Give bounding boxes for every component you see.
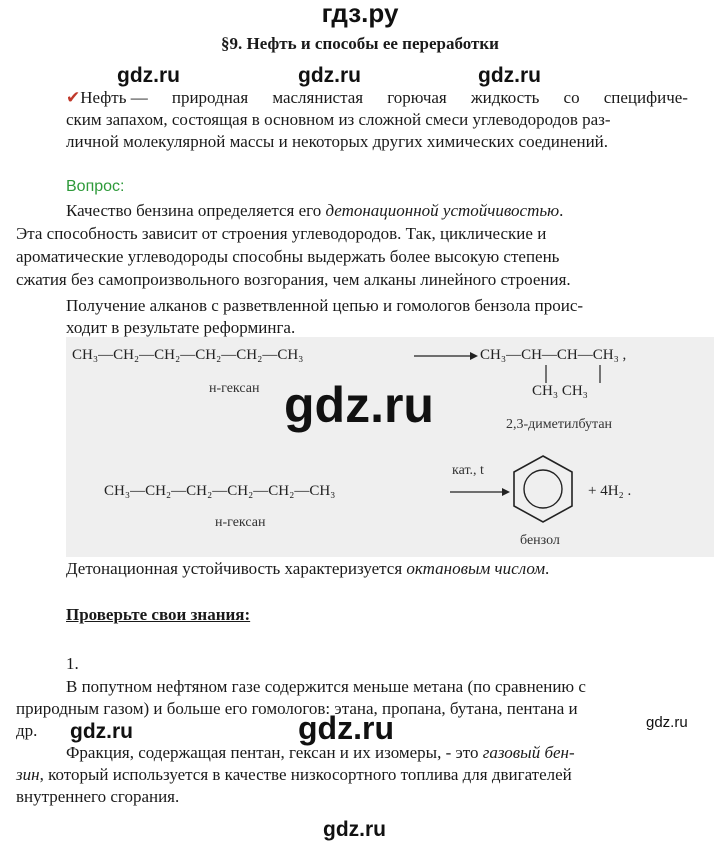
- section-title: §9. Нефть и способы ее переработки: [221, 34, 499, 53]
- checkmark-icon: ✔: [66, 88, 81, 108]
- watermark: gdz.ru: [646, 714, 688, 731]
- reaction-arrow-icon: [412, 349, 478, 363]
- answer-line-2: природным газом) и больше его гомологов: этана, пропана, бутана, пентана и: [16, 699, 578, 718]
- hexane-formula-2: CH₃—CH₂—CH₂—CH₂—CH₂—CH₃: [104, 483, 336, 499]
- answer-line-3: др.: [16, 721, 38, 740]
- watermark: gdz.ru: [284, 377, 434, 433]
- intro-word: горючая: [387, 88, 447, 107]
- para2-line-2: ходит в результате реформинга.: [66, 318, 296, 337]
- para1-line-3: ароматические углеводороды способны выдержать более высокую степень: [16, 247, 560, 266]
- para1-line-1: [66, 201, 688, 221]
- question-label: Вопрос:: [66, 178, 125, 195]
- branch-bonds: [534, 365, 614, 383]
- watermark: gdz.ru: [117, 64, 180, 87]
- para1-line-2: Эта способность зависит от строения углеводородов. Так, циклические и: [16, 224, 547, 243]
- watermark: gdz.ru: [298, 64, 361, 87]
- watermark: gdz.ru: [323, 818, 386, 841]
- branch-formula: CH₃ CH₃: [532, 383, 588, 399]
- answer-text: Фракция, содержащая пентан, гексан и их изомеры, - это: [66, 743, 479, 762]
- intro-line-1: [66, 88, 688, 108]
- reaction-arrow-icon: [448, 485, 510, 499]
- intro-word: маслянистая: [272, 88, 364, 107]
- para2-line-1: Получение алканов с разветвленной цепью и гомологов бензола проис-: [66, 296, 584, 315]
- intro-line-3: личной молекулярной массы и некоторых других химических соединений.: [66, 132, 609, 151]
- hexane-label: н-гексан: [209, 381, 260, 396]
- hexane-formula: CH₃—CH₂—CH₂—CH₂—CH₂—CH₃: [72, 347, 304, 363]
- octane-italic: октановым числом: [406, 559, 546, 578]
- site-title: гдз.ру: [321, 0, 399, 28]
- para1-text: .: [559, 201, 564, 220]
- watermark: gdz.ru: [298, 710, 394, 746]
- dimethylbutane-formula: CH₃—CH—CH—CH₃ ,: [480, 347, 627, 363]
- answer-line-1: В попутном нефтяном газе содержится меньше метана (по сравнению с: [66, 677, 586, 696]
- watermark: gdz.ru: [70, 720, 133, 743]
- octane-line: [66, 559, 549, 579]
- answer-italic: газовый бен-: [482, 743, 575, 762]
- watermark: gdz.ru: [478, 64, 541, 87]
- intro-word: Нефть —: [80, 88, 148, 107]
- intro-line-2: ским запахом, состоящая в основном из сложной смеси углеводородов раз-: [66, 110, 611, 129]
- para1-text: Качество бензина определяется его: [66, 201, 322, 220]
- item-number: 1.: [66, 654, 79, 673]
- octane-text: .: [545, 559, 550, 578]
- benzene-label: бензол: [520, 533, 560, 548]
- octane-text: Детонационная устойчивость характеризуется: [66, 559, 403, 578]
- benzene-ring-icon: [510, 453, 576, 525]
- catalyst-label: кат., t: [452, 463, 484, 478]
- answer-line-6: внутреннего сгорания.: [16, 787, 180, 806]
- intro-word: со: [563, 88, 580, 107]
- para1-italic: детонационной устойчивостью: [325, 201, 560, 220]
- para1-line-4: сжатия без самопроизвольного возгорания, чем алканы линейного строения.: [16, 270, 571, 289]
- check-knowledge-heading: Проверьте свои знания:: [66, 605, 251, 624]
- dimethylbutane-label: 2,3-диметилбутан: [506, 417, 613, 432]
- hexane-label-2: н-гексан: [215, 515, 266, 530]
- answer-line-5: [16, 765, 572, 785]
- hydrogen-product: + 4H₂ .: [588, 483, 632, 499]
- intro-word: специфиче-: [603, 88, 688, 107]
- answer-italic: зин: [16, 765, 40, 784]
- reforming-scheme: [66, 337, 714, 557]
- intro-word: природная: [171, 88, 249, 107]
- intro-word: жидкость: [470, 88, 540, 107]
- answer-text: , который используется в качестве низкосортного топлива для двигателей: [39, 765, 572, 784]
